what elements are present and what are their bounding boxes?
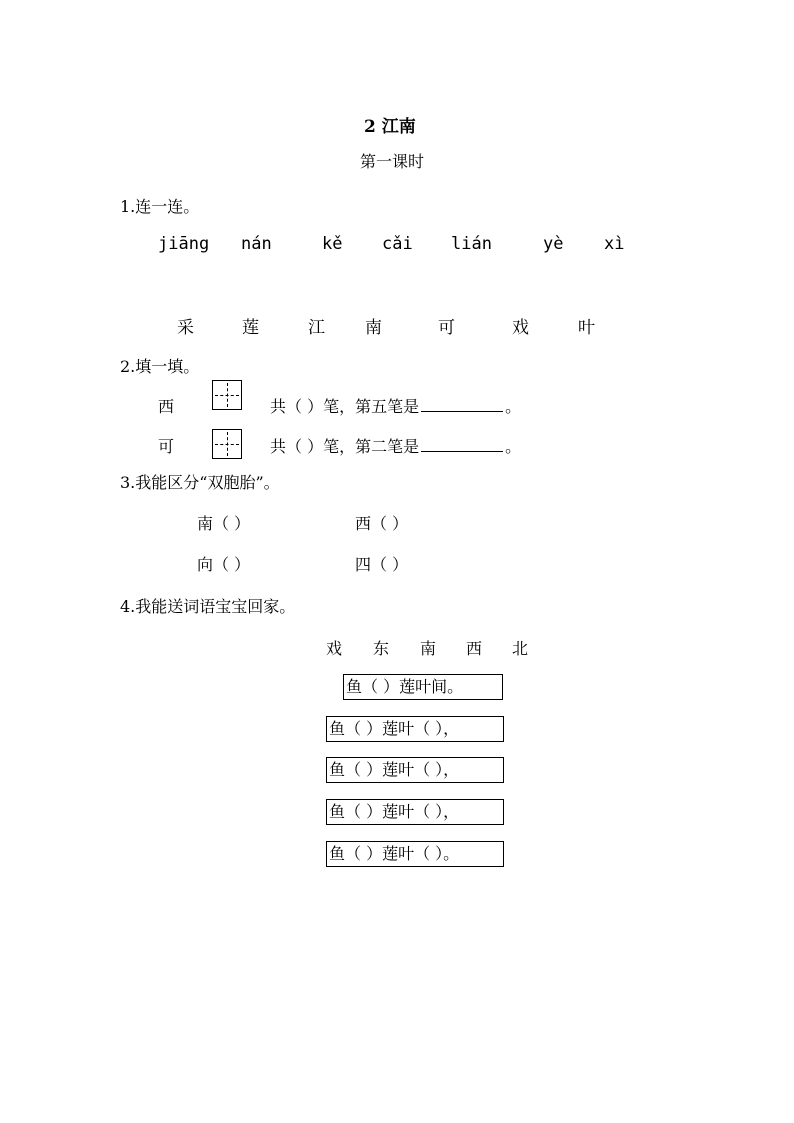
pinyin-item: kě bbox=[322, 234, 343, 254]
fill-char: 可 bbox=[158, 437, 175, 456]
hanzi-item: 戏 bbox=[512, 318, 529, 338]
question-1-heading: 1.连一连。 bbox=[120, 197, 200, 216]
word-option: 西 bbox=[466, 639, 483, 658]
lesson-subtitle: 第一课时 bbox=[360, 152, 425, 171]
question-4-heading: 4.我能送词语宝宝回家。 bbox=[120, 597, 296, 616]
word-option: 南 bbox=[420, 639, 437, 658]
poem-line-box[interactable]: 鱼（ ）莲叶（ ）， bbox=[326, 757, 504, 783]
poem-line-box[interactable]: 鱼（ ）莲叶（ ）， bbox=[326, 799, 504, 825]
tianzige-grid[interactable] bbox=[212, 380, 242, 410]
word-option: 东 bbox=[373, 639, 390, 658]
poem-line-box[interactable]: 鱼（ ）莲叶（ ）。 bbox=[326, 841, 504, 867]
stroke-question-text: 共（ ）笔，第二笔是 bbox=[270, 437, 420, 456]
tianzige-grid[interactable] bbox=[212, 429, 242, 459]
answer-blank[interactable] bbox=[421, 397, 503, 412]
twin-char-item: 四（ ） bbox=[355, 555, 409, 574]
stroke-question-text: 共（ ）笔，第五笔是 bbox=[270, 397, 420, 416]
stroke-question-end: 。 bbox=[505, 397, 522, 416]
hanzi-item: 叶 bbox=[578, 318, 595, 338]
question-3-heading: 3.我能区分“双胞胎”。 bbox=[120, 473, 280, 492]
pinyin-item: yè bbox=[543, 234, 564, 254]
pinyin-item: lián bbox=[451, 234, 492, 254]
poem-line-box[interactable]: 鱼（ ）莲叶（ ）， bbox=[326, 716, 504, 742]
word-option: 戏 bbox=[326, 639, 343, 658]
twin-char-item: 向（ ） bbox=[197, 555, 251, 574]
question-2-heading: 2.填一填。 bbox=[120, 357, 200, 376]
pinyin-item: cǎi bbox=[382, 234, 413, 254]
fill-char: 西 bbox=[158, 397, 175, 416]
hanzi-item: 江 bbox=[308, 318, 325, 338]
hanzi-item: 南 bbox=[365, 318, 382, 338]
twin-char-item: 西（ ） bbox=[355, 514, 409, 533]
pinyin-item: nán bbox=[241, 234, 272, 254]
pinyin-item: xì bbox=[604, 234, 625, 254]
poem-line-box[interactable]: 鱼（ ）莲叶间。 bbox=[343, 674, 503, 700]
hanzi-item: 可 bbox=[438, 318, 455, 338]
pinyin-item: jiāng bbox=[158, 234, 210, 254]
page-title: 2 江南 bbox=[364, 117, 416, 137]
stroke-question bbox=[270, 434, 521, 457]
hanzi-item: 莲 bbox=[242, 318, 259, 338]
stroke-question-end: 。 bbox=[505, 437, 522, 456]
twin-char-item: 南（ ） bbox=[197, 514, 251, 533]
answer-blank[interactable] bbox=[421, 437, 503, 452]
word-option: 北 bbox=[512, 639, 529, 658]
stroke-question bbox=[270, 394, 521, 417]
hanzi-item: 采 bbox=[177, 318, 194, 338]
